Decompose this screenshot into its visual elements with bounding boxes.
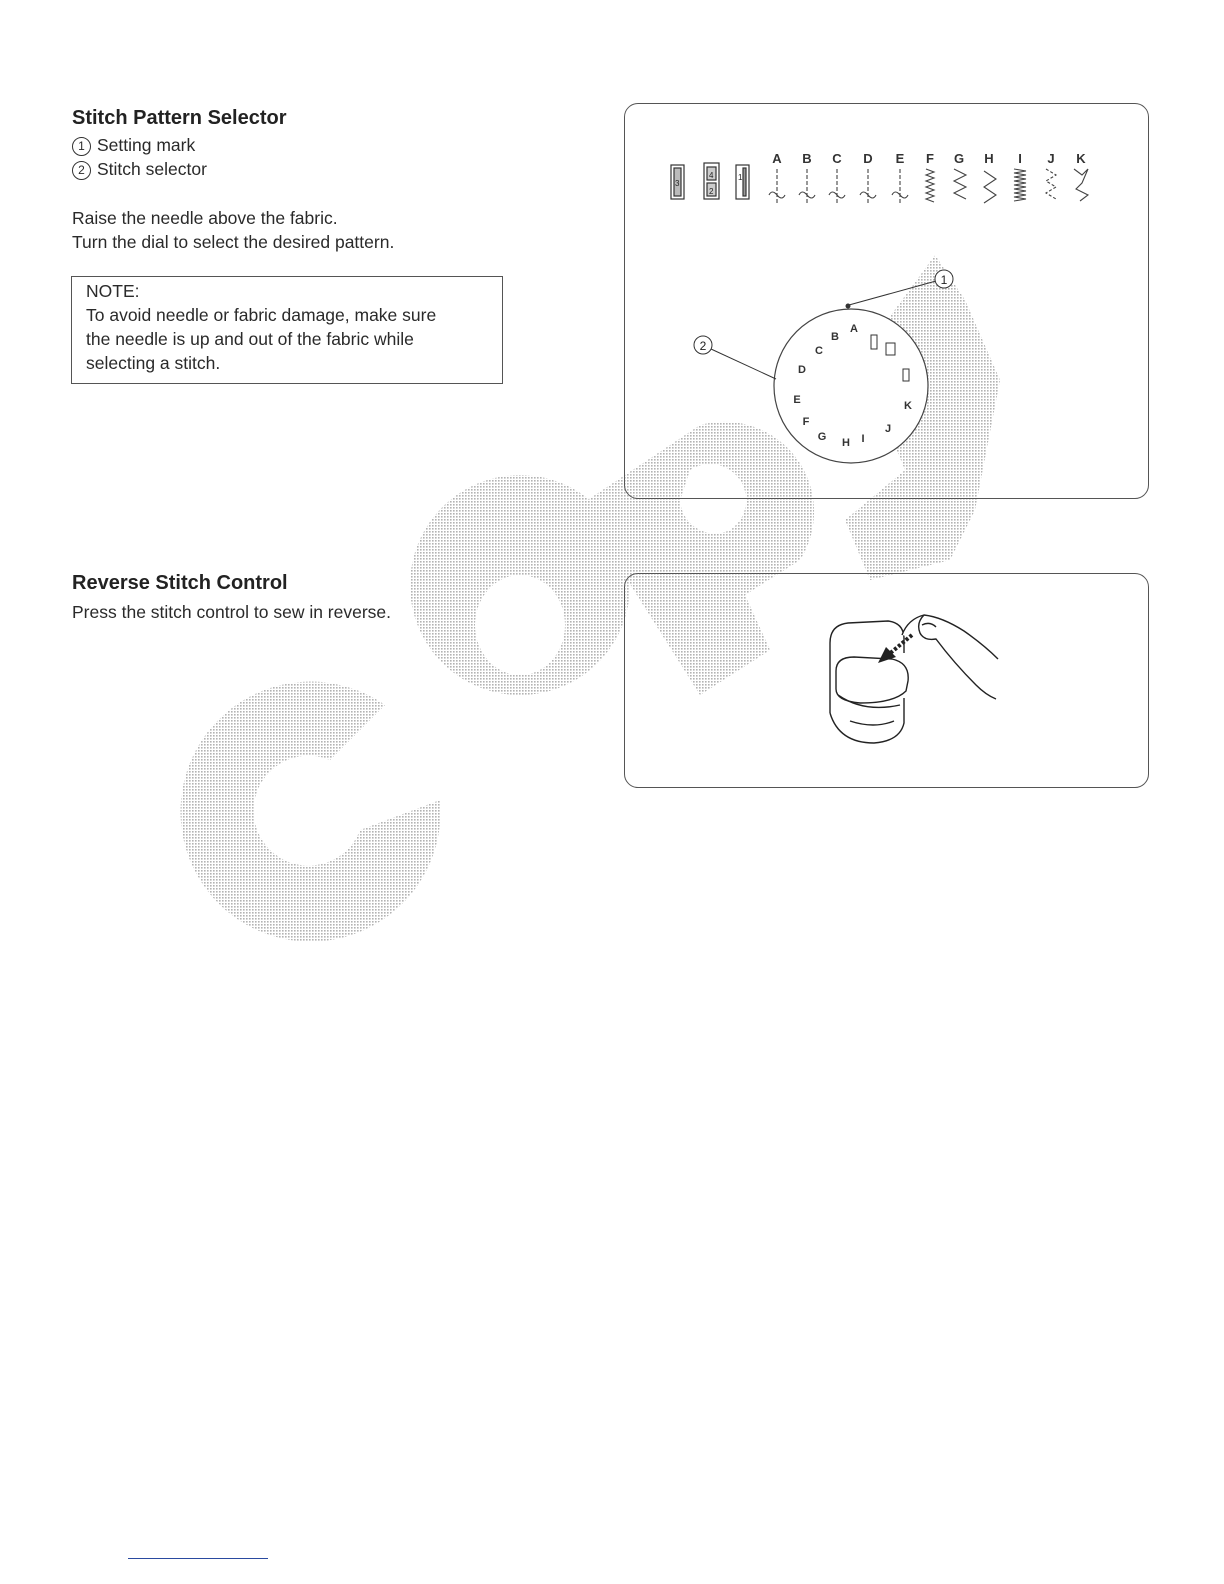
dial-letter: H [842,437,850,449]
callout-label-2: 2 [699,339,707,353]
dial-letter: A [850,323,858,335]
instruction-reverse: Press the stitch control to sew in reverse. [72,602,392,622]
reverse-stitch-illustration [624,573,1149,788]
pattern-letter: H [984,151,994,166]
finger [902,615,998,659]
pattern-letter: B [802,151,812,166]
footer-rule [128,1558,268,1559]
legend-label: Setting mark [97,135,196,155]
pattern-letter: G [953,151,965,166]
step-label: 3 [675,179,680,188]
note-line: To avoid needle or fabric damage, make sure [86,305,437,325]
dial-letter: J [884,423,892,435]
section-title-stitch-pattern-selector: Stitch Pattern Selector [72,107,287,129]
dial-letter: K [904,400,912,412]
stitch-selector-illustration [624,103,1149,499]
step-label: 4 [709,171,714,180]
section-title-reverse-stitch-control: Reverse Stitch Control [72,572,288,594]
callout-line-1 [849,281,936,305]
dial-letter: C [815,345,823,357]
instruction-turn-dial: Turn the dial to select the desired pattern. [72,232,395,252]
legend-item-setting-mark [72,134,195,157]
dial-letter: G [817,431,827,443]
pattern-letter: E [895,151,905,166]
pattern-letter: A [772,151,782,166]
callout-number: 2 [72,161,91,180]
pattern-letter: I [1018,151,1022,166]
dial-letter: B [831,331,839,343]
pattern-letter: D [863,151,873,166]
zigzag-stitch-symbols [926,169,1088,203]
pattern-letter: J [1047,151,1055,166]
note-line: selecting a stitch. [86,353,221,373]
step-label: 2 [709,187,714,196]
pattern-letter: F [926,151,934,166]
pattern-letter: C [832,151,842,166]
legend-item-stitch-selector [72,158,207,181]
straight-stitch-symbols [769,169,908,203]
dial-letter: I [861,433,865,445]
note-box [71,276,503,384]
instruction-raise-needle: Raise the needle above the fabric. [72,208,338,228]
note-line: the needle is up and out of the fabric while [86,329,414,349]
note-heading: NOTE: [86,281,140,301]
reverse-button [836,657,908,703]
dial-letter: E [793,394,801,406]
dial-letter: F [802,416,810,428]
callout-number: 1 [72,137,91,156]
legend-label: Stitch selector [97,159,207,179]
setting-mark [846,304,851,309]
step-label: 1 [738,173,743,182]
dial-letter: D [798,364,806,376]
press-arrow-icon [878,635,912,663]
pattern-letter: K [1076,151,1086,166]
callout-line-2 [711,349,776,379]
callout-label-1: 1 [940,273,948,287]
